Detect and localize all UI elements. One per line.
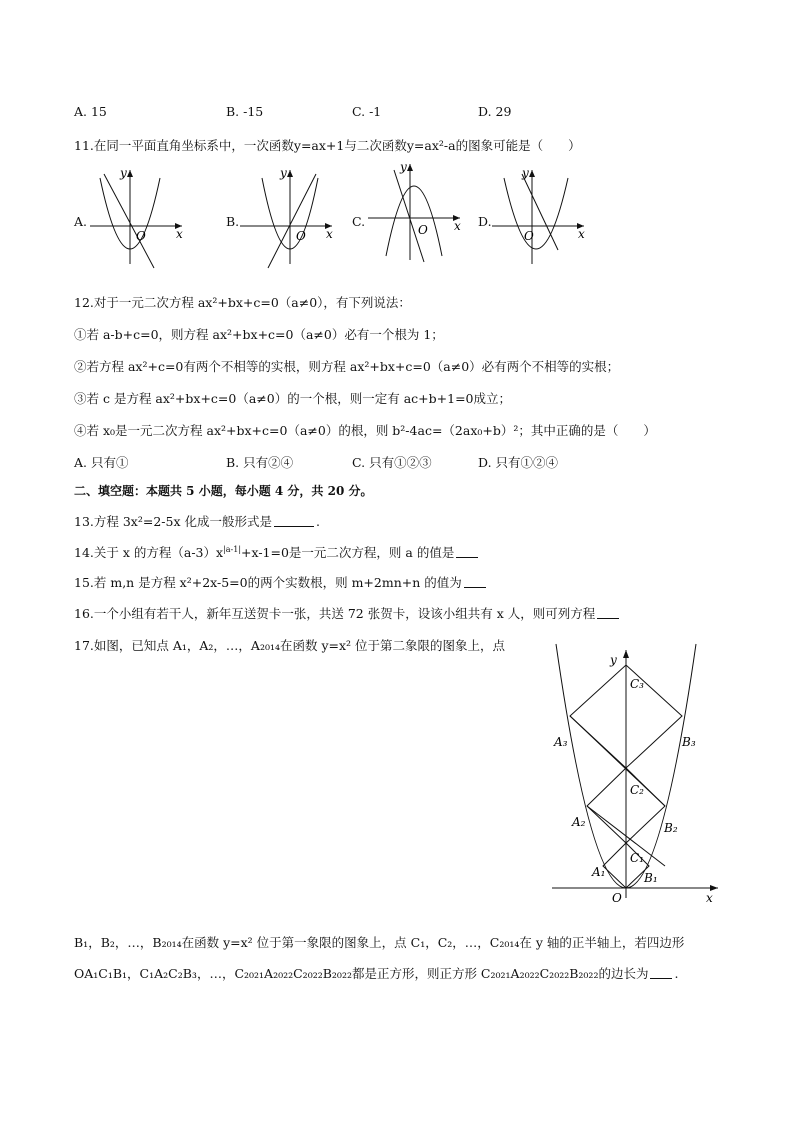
q11c-y-label: y	[400, 160, 407, 174]
q11c-origin-label: O	[418, 223, 428, 237]
q17-line-2: B₁，B₂，…，B₂₀₁₄在函数 y=x² 位于第一象限的图象上，点 C₁，C₂，…，C₂₀₁₄在 y 轴的正半轴上，若四边形	[74, 935, 685, 950]
q11d-y-label: y	[522, 166, 529, 180]
q17-c2-label: C₂	[630, 783, 644, 797]
q11-option-b-label: B.	[226, 214, 240, 229]
q11-option-d-label: D.	[478, 214, 492, 229]
q12-option-c: C. 只有①②③	[352, 455, 432, 470]
q12-statement-1: ①若 a-b+c=0，则方程 ax²+bx+c=0（a≠0）必有一个根为 1；	[74, 327, 444, 342]
q11b-x-label: x	[326, 227, 333, 241]
q15-text: 15.若 m,n 是方程 x²+2x-5=0的两个实数根，则 m+2mn+n 的值为	[74, 575, 462, 590]
q12-statement-2: ②若方程 ax²+c=0有两个不相等的实根，则方程 ax²+bx+c=0（a≠0）必有两个不相等的实根；	[74, 359, 620, 374]
q11-graph-a	[86, 160, 196, 270]
q11-graph-b	[236, 160, 346, 270]
q17-line-1: 17.如图，已知点 A₁，A₂，…，A₂₀₁₄在函数 y=x² 位于第二象限的图象上，点	[74, 638, 506, 653]
q17-b2-label: B₂	[664, 821, 678, 835]
q12-option-d: D. 只有①②④	[478, 455, 559, 470]
q16-text: 16.一个小组有若干人，新年互送贺卡一张，共送 72 张贺卡，设该小组共有 x 人，则可列方程	[74, 606, 596, 621]
q13-text: 13.方程 3x²=2-5x 化成一般形式是	[74, 514, 272, 529]
q17-y-label: y	[610, 653, 617, 667]
q11d-origin-label: O	[524, 229, 534, 243]
q17-a3-label: A₃	[554, 735, 568, 749]
q12-option-b: B. 只有②④	[226, 455, 294, 470]
q17-line-3-row: OA₁C₁B₁，C₁A₂C₂B₃，…，C₂₀₂₁A₂₀₂₂C₂₀₂₂B₂₀₂₂都是正方形，则正方形 C₂₀₂₁A₂₀₂₂C₂₀₂₂B₂₀₂₂的边长为 .	[74, 966, 679, 981]
q17-line-3: OA₁C₁B₁，C₁A₂C₂B₃，…，C₂₀₂₁A₂₀₂₂C₂₀₂₂B₂₀₂₂都是正方形，则正方形 C₂₀₂₁A₂₀₂₂C₂₀₂₂B₂₀₂₂的边长为	[74, 966, 649, 981]
q14-text-post: +x-1=0是一元二次方程，则 a 的值是	[241, 545, 455, 560]
q17-b3-label: B₃	[682, 735, 696, 749]
q13-blank	[274, 515, 314, 527]
q17-c1-label: C₁	[630, 851, 644, 865]
q17-origin-label: O	[612, 891, 622, 905]
q16-row	[74, 604, 621, 622]
section-2-heading: 二、填空题：本题共 5 小题，每小题 4 分，共 20 分。	[74, 484, 373, 498]
q14-text-pre: 14.关于 x 的方程（a-3）x	[74, 545, 224, 560]
q17-blank	[650, 967, 672, 979]
q11-option-a-label: A.	[74, 214, 88, 229]
q15-row	[74, 573, 488, 591]
q11-graph-c	[364, 156, 474, 266]
q10-option-b: B. -15	[226, 104, 264, 119]
q11b-origin-label: O	[296, 229, 306, 243]
q11a-y-label: y	[120, 166, 127, 180]
q14-row	[74, 543, 480, 561]
q15-blank	[464, 576, 486, 588]
q11c-x-label: x	[454, 219, 461, 233]
q12-statement-4: ④若 x₀是一元二次方程 ax²+bx+c=0（a≠0）的根，则 b²-4ac=（2ax₀+b）²；其中正确的是（ ）	[74, 423, 656, 438]
q12-statement-3: ③若 c 是方程 ax²+bx+c=0（a≠0）的一个根，则一定有 ac+b+1=0成立；	[74, 391, 511, 406]
q17-b1-label: B₁	[644, 871, 658, 885]
q11a-origin-label: O	[136, 229, 146, 243]
q11b-y-label: y	[280, 166, 287, 180]
q14-exponent: |a-1|	[223, 544, 242, 554]
q16-blank	[597, 607, 619, 619]
q12-option-a: A. 只有①	[74, 455, 129, 470]
q11a-x-label: x	[176, 227, 183, 241]
q11-graph-d	[488, 160, 598, 270]
q17-a1-label: A₁	[592, 865, 606, 879]
q17-c3-label: C₃	[630, 677, 644, 691]
q17-x-label: x	[706, 891, 713, 905]
q11-option-c-label: C.	[352, 214, 366, 229]
q11d-x-label: x	[578, 227, 585, 241]
q13-row: 13.方程 3x²=2-5x 化成一般形式是 .	[74, 514, 320, 529]
q10-option-d: D. 29	[478, 104, 512, 119]
q10-option-a: A. 15	[74, 104, 107, 119]
q17-figure	[548, 640, 728, 912]
q12-stem: 12.对于一元二次方程 ax²+bx+c=0（a≠0），有下列说法：	[74, 295, 411, 310]
q17-a2-label: A₂	[572, 815, 586, 829]
q14-blank	[456, 546, 478, 558]
q11-stem: 11.在同一平面直角坐标系中，一次函数y=ax+1与二次函数y=ax²-a的图象可能是（ ）	[74, 138, 581, 153]
q10-option-c: C. -1	[352, 104, 382, 119]
